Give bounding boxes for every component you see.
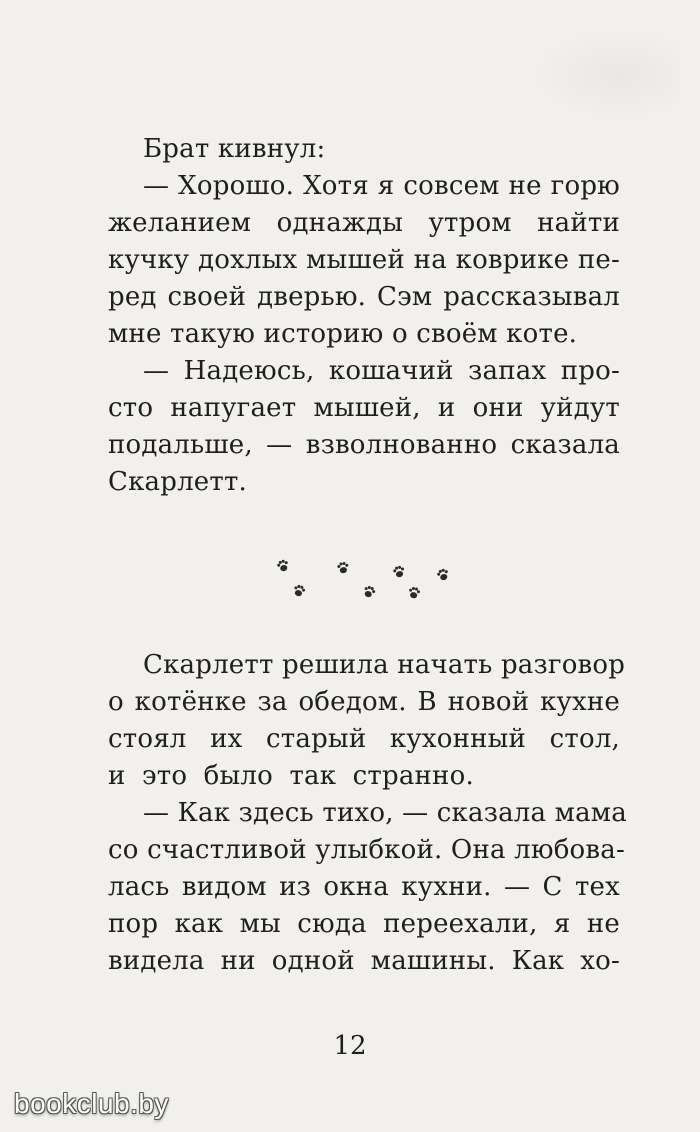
text-line: желанием однажды утром найти [108, 208, 620, 238]
text-line: сто напугает мышей, и они уйдут [108, 393, 620, 423]
text-line: видела ни одной машины. Как хо- [108, 946, 620, 976]
text-line: стоял их старый кухонный стол, [108, 724, 620, 754]
text-line: лась видом из окна кухни. — С тех [108, 872, 620, 902]
text-line: подальше, — взволнованно сказала [108, 430, 620, 460]
text-line: — Хорошо. Хотя я совсем не горю [143, 171, 620, 201]
text-line: — Как здесь тихо, — сказала мама [143, 798, 627, 828]
text-line: о котёнке за обедом. В новой кухне [108, 687, 620, 717]
text-line: мне такую историю о своём коте. [108, 319, 578, 349]
text-line: Скарлетт решила начать разговор [143, 650, 626, 680]
text-line: и это было так странно. [108, 761, 474, 791]
text-line: ред своей дверью. Сэм рассказывал [108, 282, 620, 312]
bleed-through-shadow [530, 30, 680, 120]
paw-prints-icon [270, 552, 460, 608]
text-line: кучку дохлых мышей на коврике пе- [108, 245, 620, 275]
text-line: пор как мы сюда переехали, я не [108, 909, 620, 939]
text-line: Скарлетт. [108, 467, 248, 497]
text-line: Брат кивнул: [143, 134, 326, 164]
page-number: 12 [333, 1031, 367, 1061]
text-line: — Надеюсь, кошачий запах про- [143, 356, 620, 386]
text-line: со счастливой улыбкой. Она любова- [108, 835, 625, 865]
watermark: bookclub.by [14, 1088, 169, 1119]
